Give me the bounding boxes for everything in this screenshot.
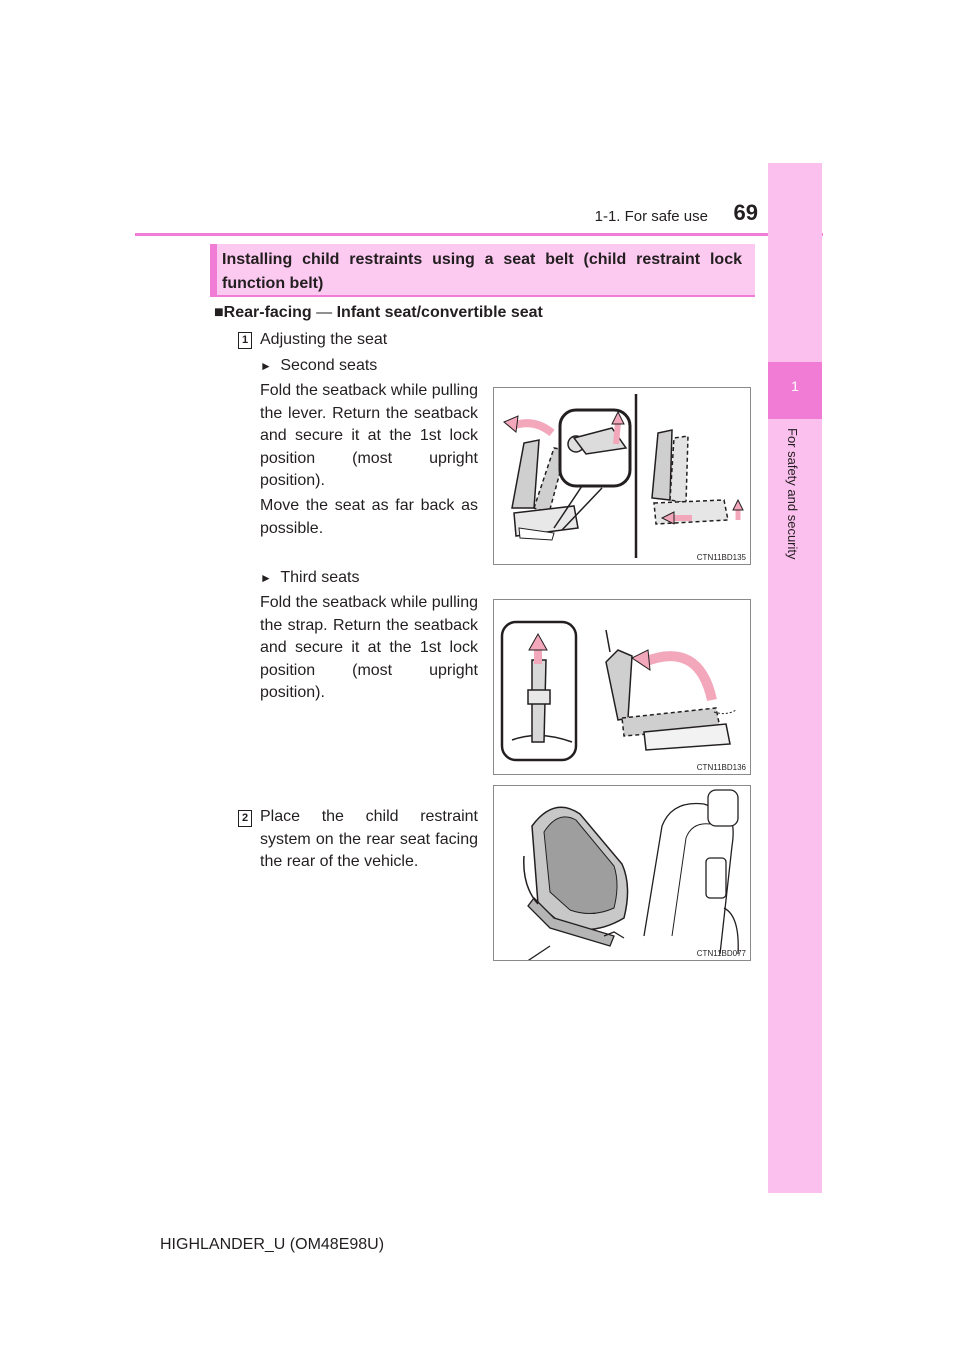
second-seats-para1: Fold the seatback while pulling the lever. Return the seatback and secure it at the 1st lock position (most upright position). (260, 382, 478, 489)
child-restraint-illustration (494, 786, 750, 960)
second-seats-illustration (494, 388, 750, 564)
step-2-text: Place the child restraint system on the rear seat facing the rear of the vehicle. (260, 808, 478, 870)
second-seats-para2: Move the seat as far back as possible. (260, 497, 478, 537)
figure-second-seats (493, 387, 751, 565)
heading-part1: Rear-facing (223, 304, 312, 321)
figure-code: CTN11BD135 (696, 553, 746, 562)
subitem-label: Third seats (280, 569, 360, 586)
section-title-line1: Installing child restraints using a seat belt (child restraint lock (222, 251, 742, 268)
subitem-third-seats (260, 567, 359, 590)
subitem-second-seats (260, 355, 377, 378)
section-title-line2: function belt) (222, 275, 324, 292)
third-seats-para1: Fold the seatback while pulling the strap. Return the seatback and secure it at the 1st lock position (most upright position). (260, 594, 478, 701)
figure-third-seats (493, 599, 751, 775)
heading-part2: Infant seat/convertible seat (336, 304, 543, 321)
subitem-label: Second seats (280, 357, 378, 374)
step-number-badge: 2 (238, 810, 252, 827)
chapter-number: 1 (791, 378, 799, 394)
page-number: 69 (733, 200, 758, 225)
figure-code: CTN11BD077 (696, 949, 746, 958)
footer-model: HIGHLANDER_U (OM48E98U) (160, 1236, 385, 1253)
heading-bullet: ■ (214, 304, 224, 321)
triangle-bullet-icon: ► (260, 571, 272, 585)
triangle-bullet-icon: ► (260, 359, 272, 373)
chapter-title-wrap (768, 428, 822, 628)
figure-code: CTN11BD136 (696, 763, 746, 772)
heading-dash: — (311, 304, 337, 321)
chapter-side-tab (768, 163, 822, 1193)
subsection-heading (214, 302, 543, 325)
step-title: Adjusting the seat (260, 331, 388, 348)
header-rule (135, 233, 823, 236)
chapter-title: For safety and security (785, 428, 800, 560)
third-seats-illustration (494, 600, 750, 774)
figure-child-restraint (493, 785, 751, 961)
step-number-badge: 1 (238, 332, 252, 349)
section-label: 1-1. For safe use (594, 208, 708, 225)
